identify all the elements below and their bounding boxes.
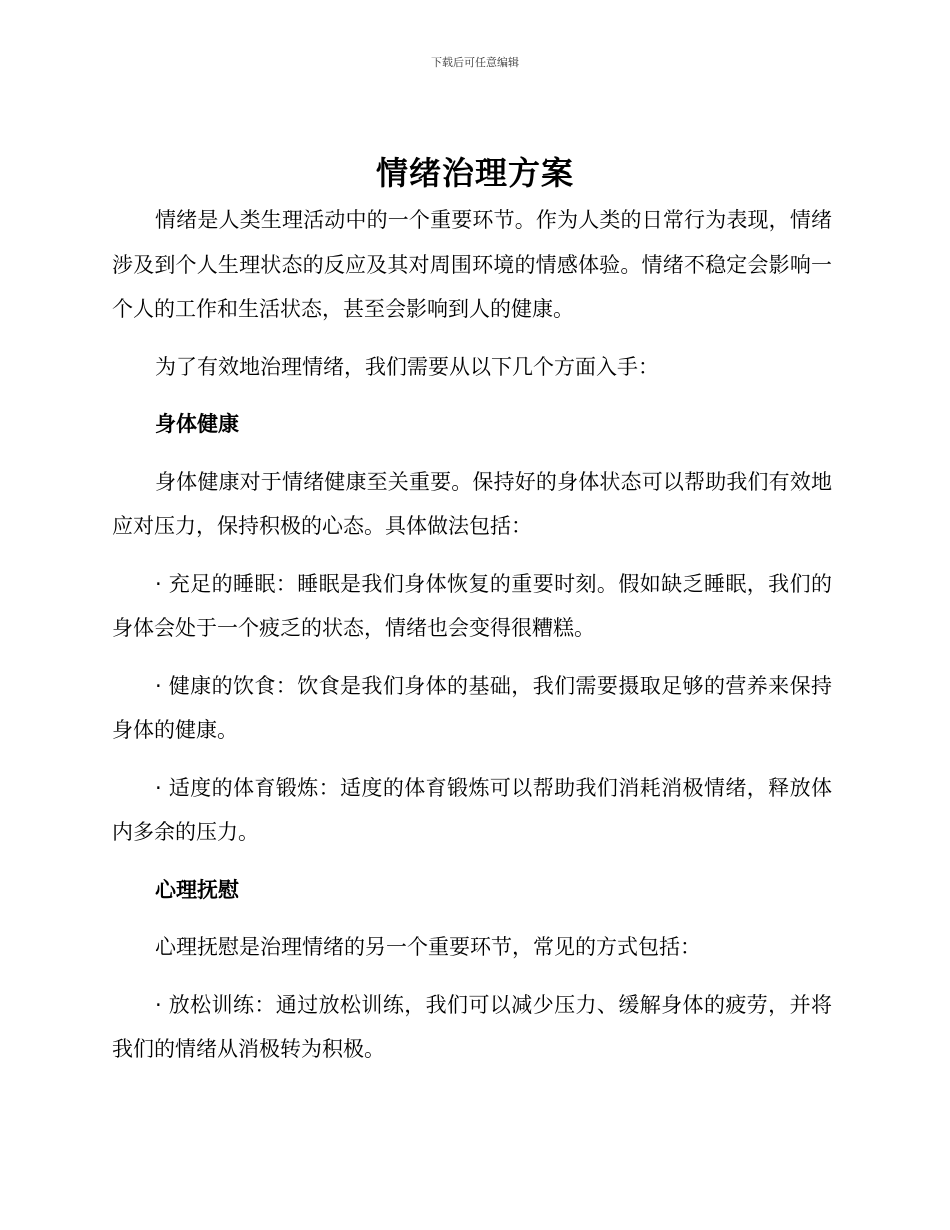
paragraph-intro: 情绪是人类生理活动中的一个重要环节。作为人类的日常行为表现，情绪涉及到个人生理状态的反应及其对周围环境的情感体验。情绪不稳定会影响一个人的工作和生活状态，甚至会影响到人的健康。 bbox=[112, 208, 832, 321]
document-body bbox=[112, 198, 832, 1072]
paragraph-physical-health: 身体健康对于情绪健康至关重要。保持好的身体状态可以帮助我们有效地应对压力，保持积极的心态。具体做法包括： bbox=[112, 469, 832, 538]
page-title: 情绪治理方案 bbox=[375, 154, 574, 192]
list-item-diet: · 健康的饮食：饮食是我们身体的基础，我们需要摄取足够的营养来保持身体的健康。 bbox=[112, 673, 832, 742]
list-item-relaxation: · 放松训练：通过放松训练，我们可以减少压力、缓解身体的疲劳，并将我们的情绪从消极转为积极。 bbox=[112, 992, 832, 1061]
list-item-exercise: · 适度的体育锻炼：适度的体育锻炼可以帮助我们消耗消极情绪，释放体内多余的压力。 bbox=[112, 775, 832, 844]
section-heading-psychological-comfort: 心理抚慰 bbox=[155, 877, 239, 902]
paragraph-psychological-comfort: 心理抚慰是治理情绪的另一个重要环节，常见的方式包括： bbox=[155, 935, 701, 959]
paragraph-approach: 为了有效地治理情绪，我们需要从以下几个方面入手： bbox=[155, 354, 659, 379]
header-note: 下载后可任意编辑 bbox=[431, 56, 519, 69]
section-heading-physical-health: 身体健康 bbox=[155, 412, 239, 436]
list-item-sleep: · 充足的睡眠：睡眠是我们身体恢复的重要时刻。假如缺乏睡眠，我们的身体会处于一个疲乏的状态，情绪也会变得很糟糕。 bbox=[112, 571, 832, 640]
